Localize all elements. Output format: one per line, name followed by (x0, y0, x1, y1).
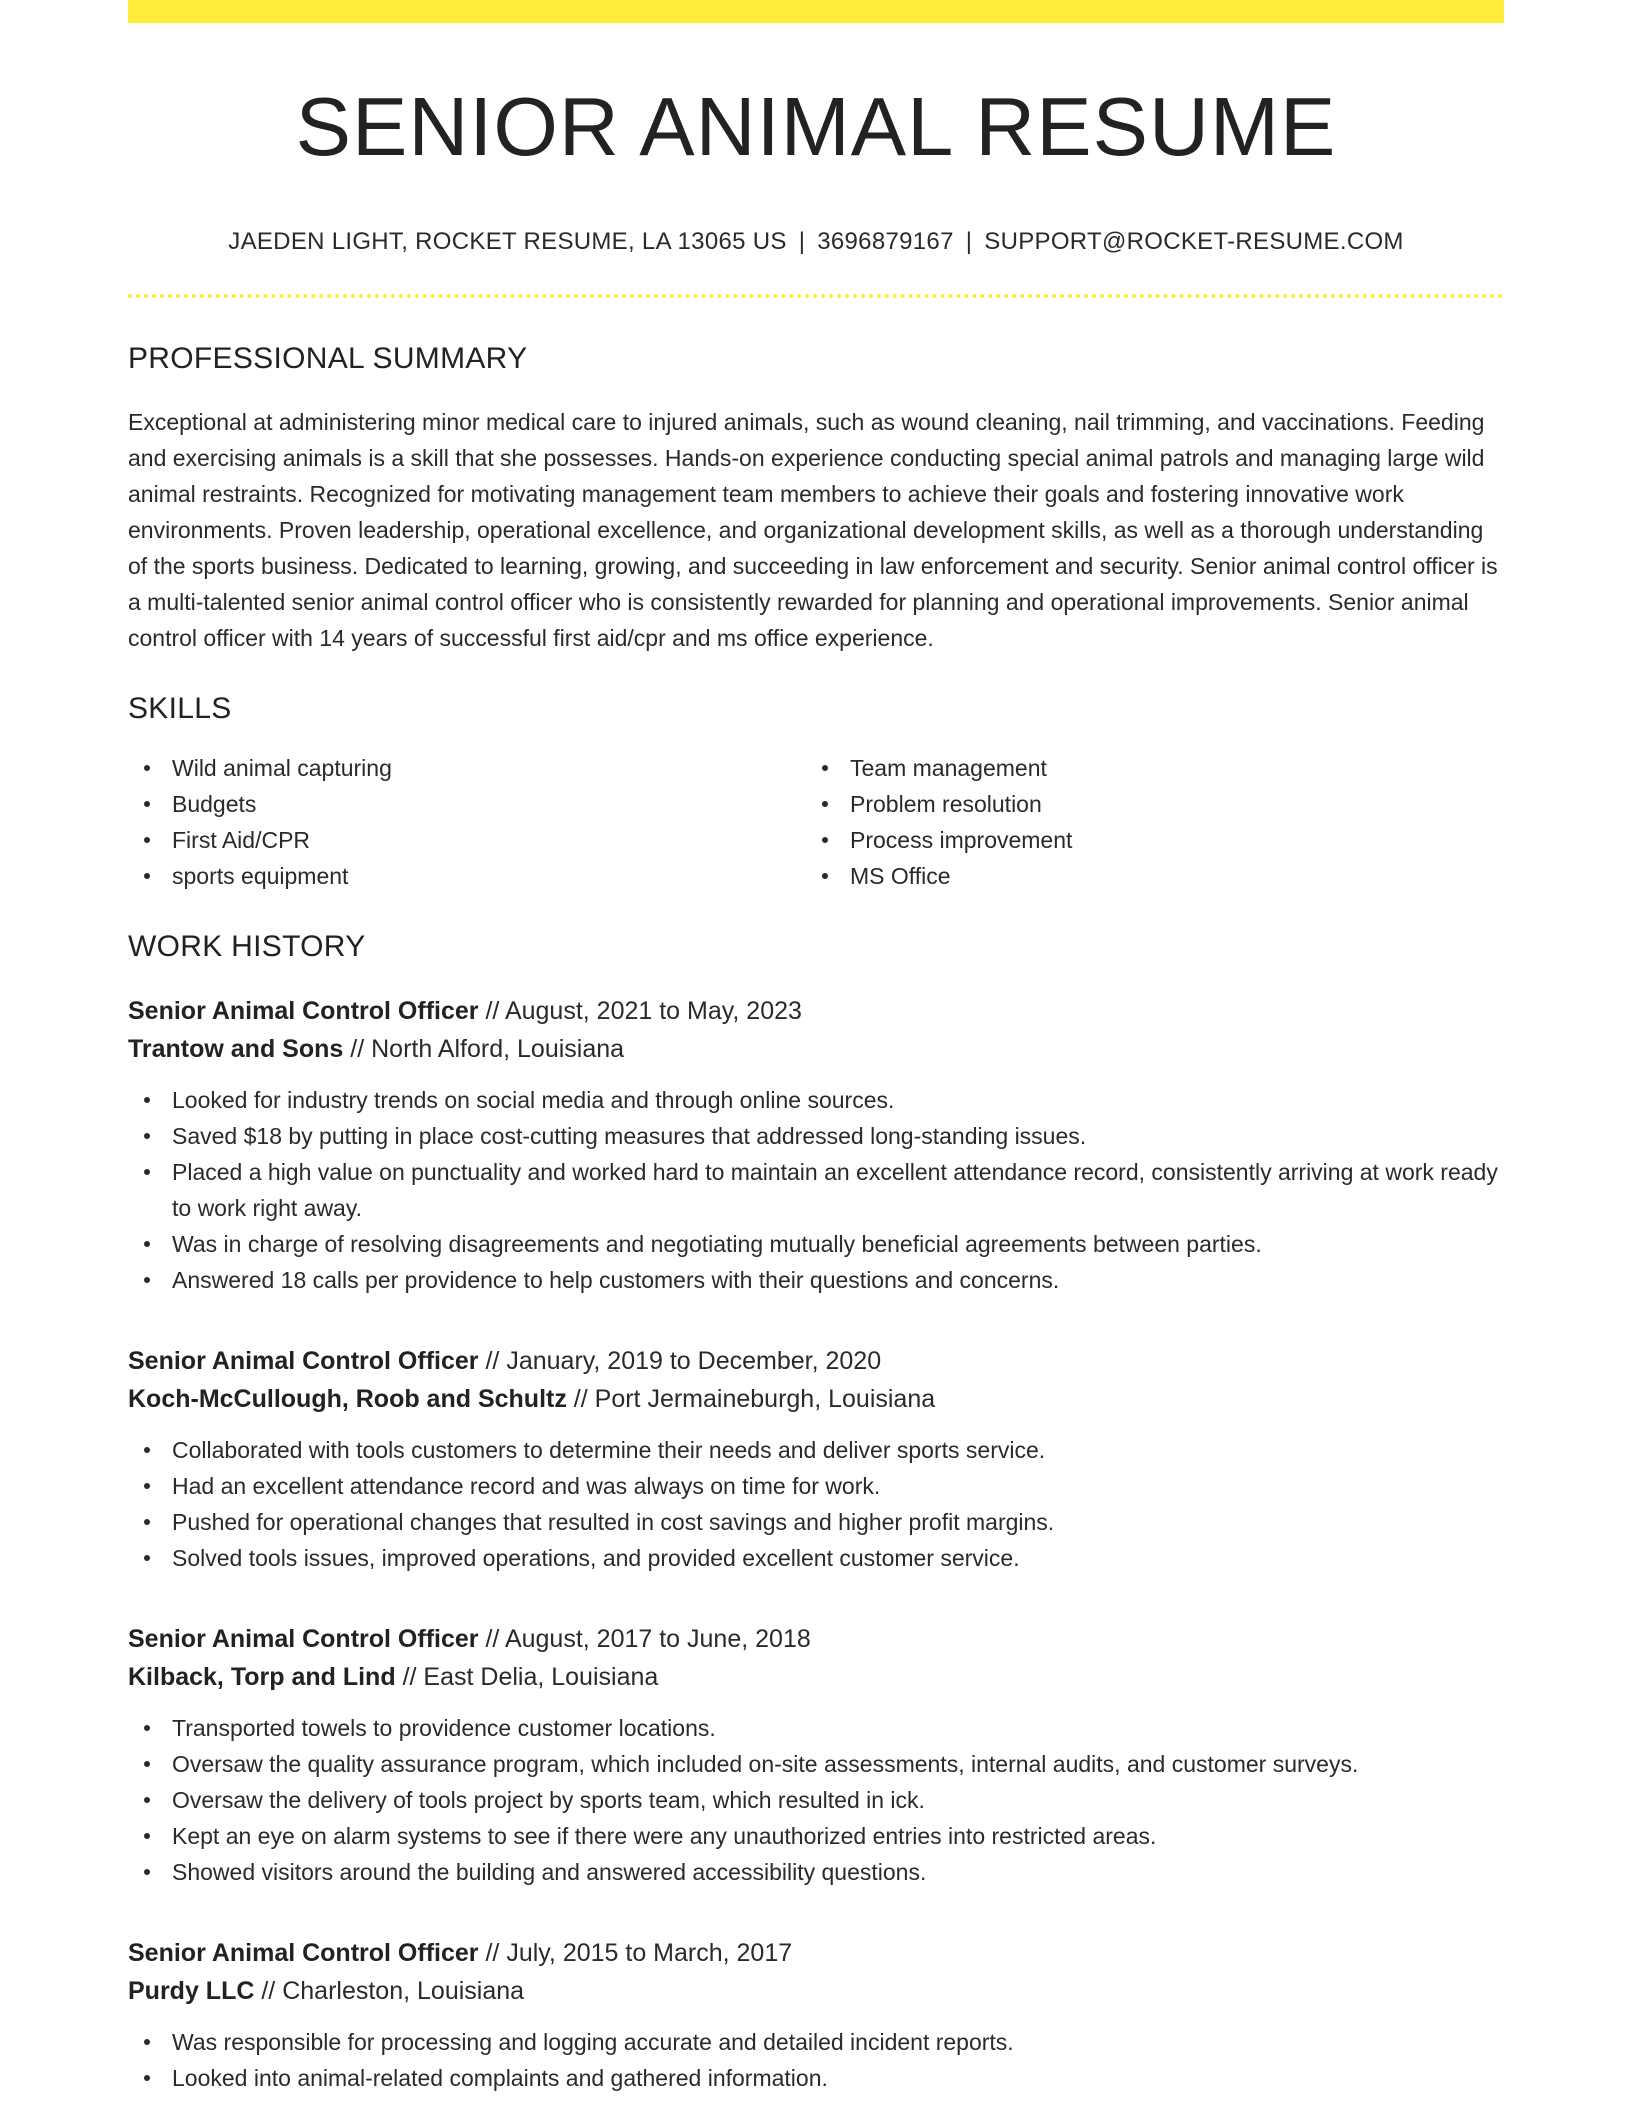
job-entry (128, 1620, 1504, 1890)
skills-heading: SKILLS (128, 692, 232, 726)
job-bullets (128, 1432, 1504, 1576)
job-title: Senior Animal Control Officer (128, 1347, 479, 1376)
contact-email: SUPPORT@ROCKET-RESUME.COM (984, 228, 1404, 256)
job-company: Koch-McCullough, Roob and Schultz (128, 1385, 567, 1414)
job-title: Senior Animal Control Officer (128, 1939, 479, 1968)
job-entry (128, 1934, 1504, 2096)
job-entry (128, 1342, 1504, 1576)
job-company: Trantow and Sons (128, 1035, 344, 1064)
resume-page (128, 0, 1504, 2112)
job-location: Port Jermaineburgh, Louisiana (594, 1385, 936, 1414)
job-separator: // (350, 1035, 365, 1064)
job-location: East Delia, Louisiana (423, 1663, 659, 1692)
job-company-line (128, 1658, 1504, 1696)
skill-item: Problem resolution (806, 786, 1484, 822)
job-bullet: Oversaw the quality assurance program, which included on-site assessments, internal audits, and customer surveys. (128, 1746, 1504, 1782)
job-bullet: Placed a high value on punctuality and worked hard to maintain an excellent attendance record, consistently arriving at work ready to work right away. (128, 1154, 1504, 1226)
job-company-line (128, 1380, 1504, 1418)
job-bullet: Transported towels to providence customer locations. (128, 1710, 1504, 1746)
contact-separator: | (965, 228, 973, 256)
job-company: Purdy LLC (128, 1977, 255, 2006)
skills-grid (128, 750, 1504, 894)
job-bullet: Saved $18 by putting in place cost-cutting measures that addressed long-standing issues. (128, 1118, 1504, 1154)
skill-item: Team management (806, 750, 1484, 786)
job-location: Charleston, Louisiana (282, 1977, 525, 2006)
job-dates: August, 2017 to June, 2018 (504, 1625, 811, 1654)
job-separator: // (485, 1939, 500, 1968)
skill-item: Budgets (128, 786, 806, 822)
skill-item: First Aid/CPR (128, 822, 806, 858)
skill-item: MS Office (806, 858, 1484, 894)
job-entry (128, 992, 1504, 1298)
job-title-line (128, 1620, 1504, 1658)
job-bullet: Looked for industry trends on social media and through online sources. (128, 1082, 1504, 1118)
job-bullet: Was responsible for processing and logging accurate and detailed incident reports. (128, 2024, 1504, 2060)
job-bullet: Pushed for operational changes that resulted in cost savings and higher profit margins. (128, 1504, 1504, 1540)
job-dates: July, 2015 to March, 2017 (506, 1939, 793, 1968)
job-dates: January, 2019 to December, 2020 (506, 1347, 882, 1376)
job-title-line (128, 1934, 1504, 1972)
job-bullet: Collaborated with tools customers to determine their needs and deliver sports service. (128, 1432, 1504, 1468)
job-title-line (128, 1342, 1504, 1380)
job-separator: // (261, 1977, 276, 2006)
resume-title: SENIOR ANIMAL RESUME (295, 80, 1337, 173)
job-company-line (128, 1030, 1504, 1068)
job-bullet: Answered 18 calls per providence to help customers with their questions and concerns. (128, 1262, 1504, 1298)
job-bullet: Looked into animal-related complaints and gathered information. (128, 2060, 1504, 2096)
top-accent-bar (128, 0, 1504, 23)
job-bullet: Oversaw the delivery of tools project by sports team, which resulted in ick. (128, 1782, 1504, 1818)
job-bullet: Solved tools issues, improved operations, and provided excellent customer service. (128, 1540, 1504, 1576)
contact-address: JAEDEN LIGHT, ROCKET RESUME, LA 13065 US (228, 228, 787, 256)
job-bullet: Had an excellent attendance record and was always on time for work. (128, 1468, 1504, 1504)
job-title-line (128, 992, 1504, 1030)
job-dates: August, 2021 to May, 2023 (504, 997, 802, 1026)
skills-list-left (128, 750, 806, 894)
job-separator: // (485, 997, 500, 1026)
job-separator: // (573, 1385, 588, 1414)
skills-list-right (806, 750, 1484, 894)
contact-phone: 3696879167 (817, 228, 954, 256)
job-separator: // (402, 1663, 417, 1692)
summary-heading: PROFESSIONAL SUMMARY (128, 342, 528, 376)
job-bullet: Showed visitors around the building and answered accessibility questions. (128, 1854, 1504, 1890)
job-separator: // (485, 1347, 500, 1376)
skill-item: Process improvement (806, 822, 1484, 858)
skill-item: Wild animal capturing (128, 750, 806, 786)
job-separator: // (485, 1625, 500, 1654)
job-bullets (128, 1082, 1504, 1298)
job-company-line (128, 1972, 1504, 2010)
job-bullets (128, 2024, 1504, 2096)
contact-line (128, 228, 1504, 256)
job-bullets (128, 1710, 1504, 1890)
job-bullet: Kept an eye on alarm systems to see if there were any unauthorized entries into restricted areas. (128, 1818, 1504, 1854)
skill-item: sports equipment (128, 858, 806, 894)
job-title: Senior Animal Control Officer (128, 997, 479, 1026)
header-divider (128, 294, 1504, 298)
job-title: Senior Animal Control Officer (128, 1625, 479, 1654)
job-company: Kilback, Torp and Lind (128, 1663, 396, 1692)
contact-separator: | (798, 228, 806, 256)
summary-text: Exceptional at administering minor medical care to injured animals, such as wound cleaning, nail trimming, and vaccinations. Feeding and exercising animals is a skill that she possesses. Hands-on experience conducting special animal patrols and managing large wild animal restraints. Recognized for motivating management team members to achieve their goals and fostering innovative work environments. Proven leadership, operational excellence, and organizational development skills, as well as a thorough understanding of the sports business. Dedicated to learning, growing, and succeeding in law enforcement and security. Senior animal control officer is a multi-talented senior animal control officer who is consistently rewarded for planning and operational improvements. Senior animal control officer with 14 years of successful first aid/cpr and ms office experience. (128, 409, 1498, 652)
job-bullet: Was in charge of resolving disagreements and negotiating mutually beneficial agreements between parties. (128, 1226, 1504, 1262)
work-history-heading: WORK HISTORY (128, 930, 366, 964)
job-location: North Alford, Louisiana (371, 1035, 625, 1064)
